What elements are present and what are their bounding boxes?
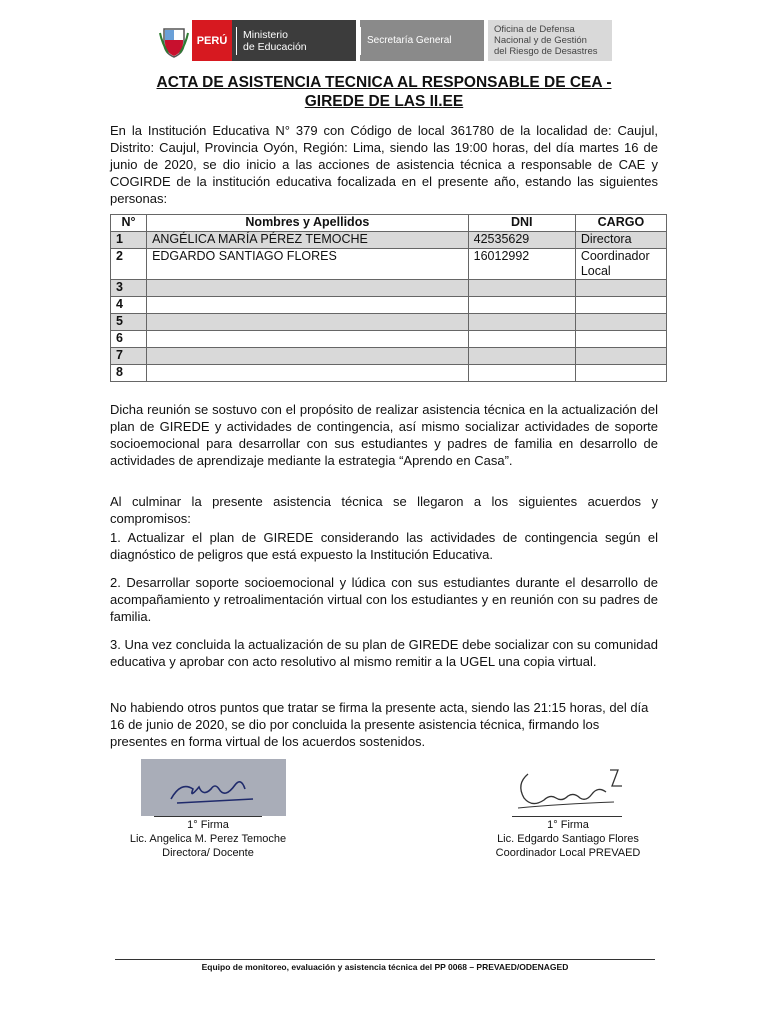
table-row — [111, 314, 667, 331]
col-name: Nombres y Apellidos — [147, 215, 469, 232]
row-dni — [468, 331, 575, 348]
document-title — [110, 73, 658, 111]
ministry-line-1: Ministerio — [243, 28, 288, 41]
agreement-3: 3. Una vez concluida la actualización de su plan de GIREDE debe socializar con su comunidad educativa y aprobar con acto resolutivo al mismo remitir a la UGEL una copia virtual. — [110, 637, 658, 669]
header-logos — [156, 20, 612, 61]
secretaria-label — [360, 20, 484, 61]
agreement-2: 2. Desarrollar soporte socioemocional y lúdica con sus estudiantes durante el desarrollo de acompañamiento y retroalimentación virtual con los estudiantes y en reunión con su padres de familia. — [110, 575, 658, 624]
row-dni — [468, 365, 575, 382]
purpose-paragraph: Dicha reunión se sostuvo con el propósito de realizar asistencia técnica en la actualización del plan de GIREDE y actividades de contingencia, así mismo socializar actividades de soporte socioemocional para desarrollar con sus estudiantes y padres de familia en desarrollo de actividades de aprendizaje mediante la estrategia “Aprendo en Casa”. — [110, 402, 658, 468]
secretaria-text: Secretaría General — [367, 35, 452, 46]
row-number: 5 — [111, 314, 147, 331]
table-row — [111, 280, 667, 297]
title-line-1: ACTA DE ASISTENCIA TECNICA AL RESPONSABLE DE CEA - — [156, 74, 612, 91]
row-cargo — [575, 331, 666, 348]
row-number: 1 — [111, 232, 147, 249]
footer-divider — [115, 959, 655, 960]
col-dni: DNI — [468, 215, 575, 232]
intro-paragraph: En la Institución Educativa N° 379 con Código de local 361780 de la localidad de: Caujul, Distrito: Caujul, Provincia Oyón, Región: Lima, siendo las 19:00 horas, del día martes 16 de junio de 2020, se dio inicio a las acciones de asistencia técnica a responsable de CAE y COGIRDE de la institución educativa focalizada en el presente año, estando las siguientes personas: — [110, 123, 658, 206]
title-line-2: GIREDE DE LAS II.EE — [304, 93, 464, 110]
col-cargo: CARGO — [575, 215, 666, 232]
row-dni: 16012992 — [468, 249, 575, 280]
row-dni — [468, 314, 575, 331]
col-number: N° — [111, 215, 147, 232]
signature-line-2 — [512, 816, 622, 817]
row-number: 7 — [111, 348, 147, 365]
signature-2-label: 1° Firma — [547, 819, 589, 831]
row-dni — [468, 280, 575, 297]
coat-of-arms-icon — [156, 20, 192, 61]
row-cargo: Coordinador Local — [575, 249, 666, 280]
office-line-2: Nacional y de Gestión — [494, 35, 587, 46]
ministry-label — [232, 20, 356, 61]
footer-text: Equipo de monitoreo, evaluación y asistencia técnica del PP 0068 – PREVAED/ODENAGED — [201, 962, 569, 972]
office-line-1: Oficina de Defensa — [494, 24, 575, 35]
row-cargo — [575, 314, 666, 331]
row-number: 4 — [111, 297, 147, 314]
row-cargo: Directora — [575, 232, 666, 249]
row-name — [147, 280, 469, 297]
table-row — [111, 331, 667, 348]
row-name — [147, 314, 469, 331]
ministry-line-2: de Educación — [243, 40, 307, 53]
signature-line-1 — [154, 816, 262, 817]
row-number: 2 — [111, 249, 147, 280]
table-row — [111, 348, 667, 365]
table-row — [111, 297, 667, 314]
agreements-intro: Al culminar la presente asistencia técnica se llegaron a los siguientes acuerdos y compromisos: — [110, 494, 658, 526]
office-line-3: del Riesgo de Desastres — [494, 46, 598, 57]
agreement-1: 1. Actualizar el plan de GIREDE considerando las actividades de contingencia según el diagnóstico de peligros que está expuesto la Institución Educativa. — [110, 530, 658, 562]
closing-paragraph: No habiendo otros puntos que tratar se firma la presente acta, siendo las 21:15 horas, del día 16 de junio de 2020, se dio por concluida la presente asistencia técnica, firmando los presentes en forma virtual de los acuerdos sostenidos. — [110, 700, 649, 749]
signature-block-1 — [110, 818, 306, 860]
signature-block-2 — [470, 818, 666, 860]
row-name — [147, 297, 469, 314]
signature-1-role: Directora/ Docente — [162, 847, 254, 859]
row-name — [147, 348, 469, 365]
table-row — [111, 232, 667, 249]
peru-label: PERÚ — [192, 20, 232, 61]
row-name — [147, 365, 469, 382]
table-row — [111, 365, 667, 382]
signature-1-name: Lic. Angelica M. Perez Temoche — [129, 833, 287, 845]
row-cargo — [575, 280, 666, 297]
signature-2-role: Coordinador Local PREVAED — [495, 847, 641, 859]
attendance-table — [110, 214, 667, 382]
row-number: 8 — [111, 365, 147, 382]
office-label — [488, 20, 612, 61]
row-cargo — [575, 297, 666, 314]
row-dni — [468, 297, 575, 314]
row-name: ANGÉLICA MARÍA PÉREZ TEMOCHE — [147, 232, 469, 249]
row-name — [147, 331, 469, 348]
table-header-row — [111, 215, 667, 232]
row-cargo — [575, 365, 666, 382]
row-number: 3 — [111, 280, 147, 297]
row-dni — [468, 348, 575, 365]
row-cargo — [575, 348, 666, 365]
row-number: 6 — [111, 331, 147, 348]
signature-2-name: Lic. Edgardo Santiago Flores — [497, 833, 639, 845]
table-row — [111, 249, 667, 280]
row-dni: 42535629 — [468, 232, 575, 249]
row-name: EDGARDO SANTIAGO FLORES — [147, 249, 469, 280]
signature-1-label: 1° Firma — [187, 819, 229, 831]
signature-image-1 — [141, 759, 286, 816]
